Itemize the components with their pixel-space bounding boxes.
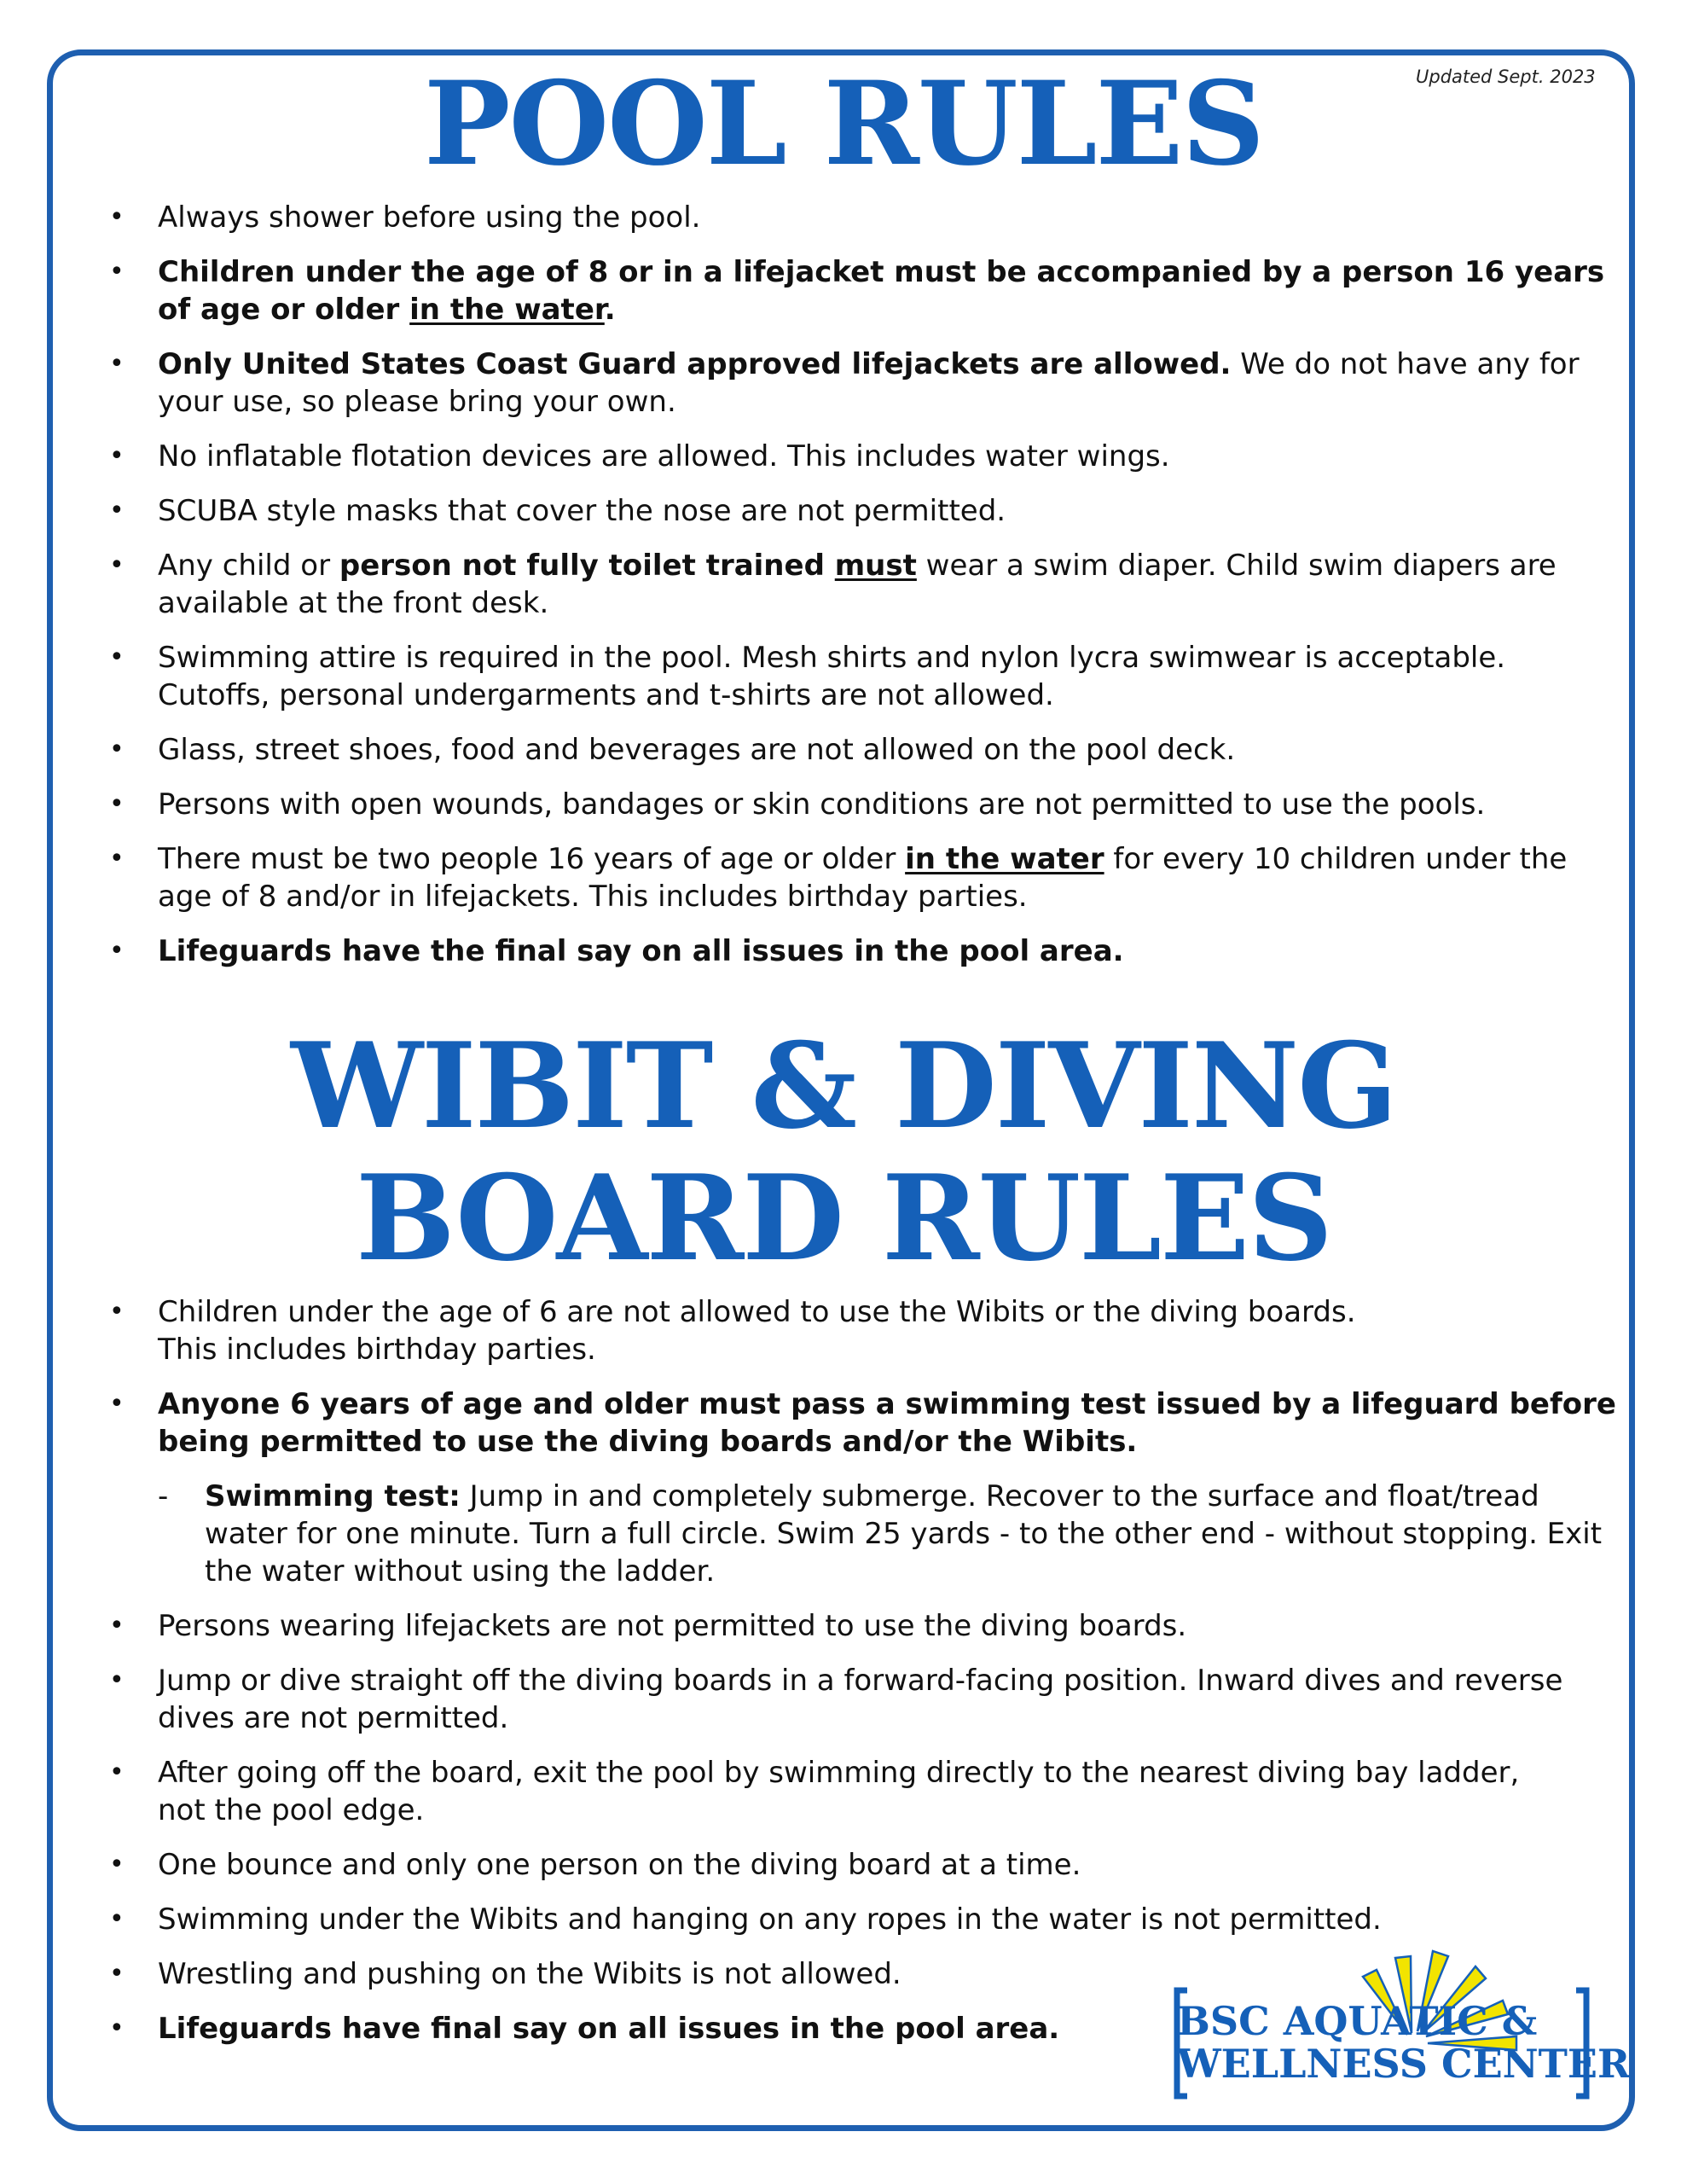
- list-item: • Swimming attire is required in the pool. Mesh shirts and nylon lycra swimwear is acceptable. Cutoffs, personal undergarments and t-shirts are not allowed.: [0, 639, 1616, 714]
- list-item: • Lifeguards have the final say on all issues in the pool area.: [0, 932, 1616, 970]
- list-item: • Only United States Coast Guard approved lifejackets are allowed. We do not have any for your use, so please bring your own.: [0, 346, 1616, 421]
- list-item: • After going off the board, exit the pool by swimming directly to the nearest diving bay ladder, not the pool edge.: [0, 1754, 1616, 1829]
- list-item: • Always shower before using the pool.: [0, 199, 1616, 236]
- list-item: • Children under the age of 6 are not allowed to use the Wibits or the diving boards. This includes birthday parties.: [0, 1293, 1616, 1368]
- list-item: • There must be two people 16 years of age or older in the water for every 10 children under the age of 8 and/or in lifejackets. This includes birthday parties.: [0, 840, 1616, 915]
- logo-line-2: WELLNESS CENTER: [1177, 2041, 1631, 2087]
- list-item: • Persons with open wounds, bandages or skin conditions are not permitted to use the pools.: [0, 786, 1616, 823]
- list-item: • Wrestling and pushing on the Wibits is not allowed.: [0, 1955, 1616, 1993]
- list-item: • Any child or person not fully toilet trained must wear a swim diaper. Child swim diapers are available at the front desk.: [0, 547, 1616, 622]
- sub-list-item: - Swimming test: Jump in and completely submerge. Recover to the surface and float/tread water for one minute. Turn a full circle. Swim 25 yards - to the other end - without stopping. Exit the water without using the ladder.: [0, 1478, 1616, 1590]
- list-item: • Glass, street shoes, food and beverages are not allowed on the pool deck.: [0, 731, 1616, 769]
- list-item: • Anyone 6 years of age and older must pass a swimming test issued by a lifeguard before being permitted to use the diving boards and/or the Wibits.: [0, 1385, 1616, 1461]
- list-item: • Persons wearing lifejackets are not permitted to use the diving boards.: [0, 1607, 1616, 1645]
- wibit-title-line-1: WIBIT & DIVING: [291, 1016, 1396, 1155]
- list-item: • No inflatable flotation devices are allowed. This includes water wings.: [0, 438, 1616, 475]
- wibit-rules-title: [0, 1016, 1687, 1287]
- pool-rules-list: [0, 199, 1616, 970]
- pool-rules-title: POOL RULES: [424, 55, 1263, 191]
- wibit-title-line-2: BOARD RULES: [356, 1148, 1331, 1287]
- list-item: • One bounce and only one person on the diving board at a time.: [0, 1846, 1616, 1884]
- logo-line-1: BSC AQUATIC &: [1177, 1998, 1538, 2044]
- list-item: • Swimming under the Wibits and hanging on any ropes in the water is not permitted.: [0, 1901, 1616, 1938]
- list-item: • Children under the age of 8 or in a lifejacket must be accompanied by a person 16 years of age or older in the water.: [0, 253, 1616, 328]
- wibit-rules-list: [0, 1293, 1616, 2048]
- updated-date: Updated Sept. 2023: [1416, 67, 1596, 87]
- list-item: • Lifeguards have final say on all issues in the pool area.: [0, 2010, 1139, 2048]
- list-item: • SCUBA style masks that cover the nose are not permitted.: [0, 492, 1616, 530]
- list-item: • Jump or dive straight off the diving boards in a forward-facing position. Inward dives and reverse dives are not permitted.: [0, 1662, 1616, 1737]
